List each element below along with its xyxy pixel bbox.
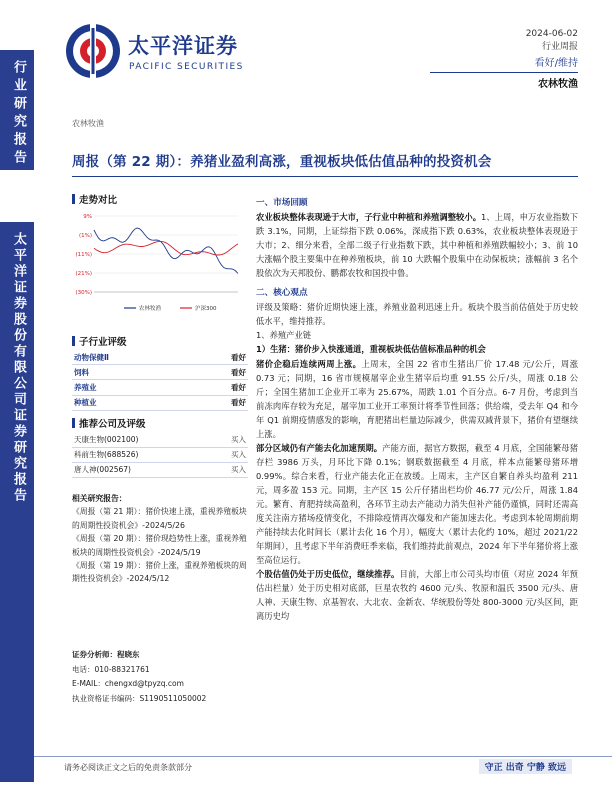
valuation-paragraph: 个股估值仍处于历史低位，继续推荐。目前，大部上市公司头均市值（对应 2024 年预估出栏量）处于历史相对底部，巨星农牧约 4600 元/头、牧原和温氏 3500 元/头、唐人神、天康生物、京基智农、大北农、金新农、华统股份等处 800-3000 元/头区间，距离历史均 <box>256 569 578 622</box>
analyst-email[interactable]: E-MAIL：chengxd@tpyzq.com <box>72 679 184 688</box>
table-row: 唐人神(002567) 买入 <box>72 462 248 477</box>
section-title-core: 二、核心观点 <box>256 288 308 299</box>
side-label-top: 行业研究报告 <box>11 60 26 168</box>
y-tick-label: (11%) <box>75 252 92 258</box>
companies-heading: 推荐公司及评级 <box>72 416 146 430</box>
strategy-paragraph: 评级及策略：猪价近期快速上涨，养殖业盈利迅速上升。板块个股当前估值处于历史较低水平，维持推荐。 <box>256 302 578 327</box>
analyst-license: 执业资格证书编码：S1190511050002 <box>72 693 207 703</box>
table-row: 科前生物(688526) 买入 <box>72 447 248 462</box>
report-rating: 看好/维持 <box>534 58 578 69</box>
y-tick-label: (1%) <box>78 233 92 239</box>
companies-table <box>72 432 248 478</box>
section-title-market: 一、市场回顾 <box>256 198 308 208</box>
sub-rating-heading: 子行业评级 <box>72 334 127 348</box>
report-body <box>256 196 578 623</box>
trend-chart <box>72 210 242 320</box>
table-row: 动物保健Ⅱ 看好 <box>72 350 248 365</box>
related-item[interactable]: 《周报（第 21 期）：猪价快速上涨，重视养殖板块的周期性投资机会》-2024/5/26 <box>72 507 247 530</box>
footer-rule <box>34 756 612 757</box>
section-marker <box>72 194 75 204</box>
side-label-bottom: 太平洋证券股份有限公司证券研究报告 <box>11 232 26 504</box>
analyst-phone: 电话：010-88321761 <box>72 664 150 674</box>
brand-name-cn: 太平洋证券 <box>128 34 238 58</box>
brand-logo <box>64 18 264 80</box>
footer-slogan: 守正 出奇 宁静 致远 <box>479 759 572 774</box>
section-marker <box>72 336 75 346</box>
chain-heading: 1、养殖产业链 <box>256 330 312 341</box>
market-review-paragraph: 农业板块整体表现逊于大市，子行业中种植和养殖调整较小。1、上周，申万农业指数下跌 3.1%，同期，上证综指下跌 0.06%，深成指下跌 0.63%，农业板块整体表现逊于大市；2、细分来看，全部二级子行业指数下跌，其中种植和养殖跌幅较小；3、前 10 大涨幅个股主要集中在种养殖板块，前 10 大跌幅个股集中在动保板块；涨幅前 3 名个股依次为天邦股份、鹏都农牧和国投中鲁。 <box>256 212 578 279</box>
hog-subheading: 1）生猪：猪价步入快涨通道，重视板块低估值标准品种的机会 <box>256 344 486 355</box>
table-row: 养殖业 看好 <box>72 380 248 395</box>
report-meta <box>526 28 578 70</box>
price-paragraph: 猪价企稳后连续两周上涨。上周末，全国 22 省市生猪出厂价 17.48 元/公斤，周涨 0.73 元；同期，16 省市规模屠宰企业生猪宰后均重 91.55 公斤/头，周涨 0.18 公斤；全国生猪加工企业开工率为 25.67%，周跌 1.01 个百分点。6-7 月份，考虑到当前冻肉库存较为充足，屠宰加工业开工率预计将季节性回落；供给端，受去年 Q4 和今年 Q1 前期疫情感发的影响，育肥猪出栏量边际减少，供需双减背景下，猪价有望继续上涨。 <box>256 358 578 439</box>
table-row: 种植业 看好 <box>72 395 248 410</box>
side-band-top <box>0 50 34 170</box>
section-marker <box>72 418 75 428</box>
table-row: 天康生物(002100) 买入 <box>72 432 248 447</box>
y-tick-label: (30%) <box>75 290 92 296</box>
side-band-bottom <box>0 222 34 782</box>
legend-label: 农林牧渔 <box>139 306 162 312</box>
analyst-name: 证券分析师：程晓东 <box>72 650 140 659</box>
header-rule <box>430 72 578 73</box>
footer-disclaimer: 请务必阅读正文之后的免责条款部分 <box>64 763 192 772</box>
report-date: 2024-06-02 <box>525 29 578 39</box>
pacific-logo-icon <box>64 22 122 80</box>
brand-name-en: PACIFIC SECURITIES <box>129 62 244 72</box>
y-tick-label: (21%) <box>75 271 92 277</box>
title-rule <box>72 176 578 177</box>
capacity-paragraph: 部分区域仍有产能去化加速预期。产能方面，据官方数据，截至 4 月底，全国能繁母猪存栏 3986 万头，月环比下降 0.1%；钢联数据截至 4 月底，样本点能繁母猪环增 0.99%。综合来看，行业产能去化正在放缓。上周末，主产区自繁自养头均盈利 211 元，周多盈 153 元。同期，主产区 15 公斤仔猪出栏均价 46.77 元/公斤，周涨 1.84 元。繁育、育肥持续高盈利，各环节主动去产能动力消失但补产能仍谨慎，同时还需高度关注南方猪场疫情变化，不排除疫情再次爆发和产能加速去化。考虑到本轮周期前期产能持续去化时间长（累计去化 16 个月），幅度大（累计去化约 10%，超过 2021/22 年期间），且考虑下半年消费旺季来临，我们维持此前观点，2024 年下半年猪价将上涨至高位运行。 <box>256 442 578 566</box>
related-item[interactable]: 《周报（第 19 期）：猪价上涨，重视养殖板块的周期性投资机会》-2024/5/12 <box>72 561 247 584</box>
related-heading: 相关研究报告： <box>72 494 127 503</box>
y-tick-label: 9% <box>83 214 92 220</box>
table-row: 饲料 看好 <box>72 365 248 380</box>
report-sector: 农林牧渔 <box>538 79 578 90</box>
page-title: 周报（第 22 期）：养猪业盈利高涨，重视板块低估值品种的投资机会 <box>72 154 492 170</box>
report-type: 行业周报 <box>541 42 578 52</box>
analyst-block <box>72 648 250 706</box>
legend-label: 沪深300 <box>195 306 217 312</box>
sub-rating-table <box>72 350 248 411</box>
trend-heading: 走势对比 <box>72 192 117 206</box>
breadcrumb: 农林牧渔 <box>72 119 104 128</box>
related-reports <box>72 492 250 586</box>
related-item[interactable]: 《周报（第 20 期）：猪价现趋势性上涨，重视养殖板块的周期性投资机会》-2024/5/19 <box>72 534 247 557</box>
